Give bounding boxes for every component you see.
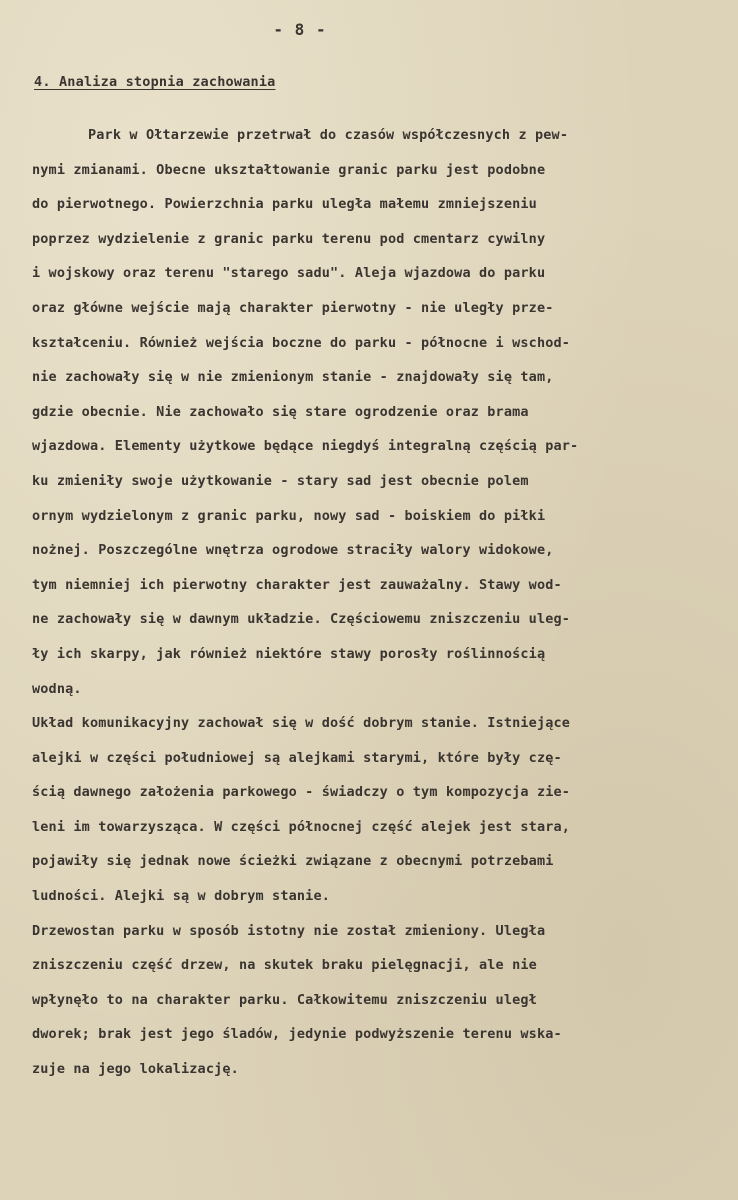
text-line: wodną.	[32, 680, 82, 697]
text-line: oraz główne wejście mają charakter pierwotny - nie uległy prze-	[32, 299, 554, 316]
text-line: wjazdowa. Elementy użytkowe będące niegdyś integralną częścią par-	[32, 438, 579, 455]
text-line: kształceniu. Również wejścia boczne do parku - północne i wschod-	[32, 334, 571, 351]
text-line: leni im towarzysząca. W części północnej część alejek jest stara,	[32, 818, 571, 835]
text-line: nie zachowały się w nie zmienionym stanie - znajdowały się tam,	[32, 369, 554, 386]
text-line: do pierwotnego. Powierzchnia parku uległa małemu zmniejszeniu	[32, 196, 537, 213]
text-line: ne zachowały się w dawnym układzie. Częściowemu zniszczeniu uleg-	[32, 611, 571, 628]
section-heading: 4. Analiza stopnia zachowania	[34, 74, 276, 90]
text-line: ornym wydzielonym z granic parku, nowy sad - boiskiem do piłki	[32, 507, 546, 524]
text-line: poprzez wydzielenie z granic parku terenu pod cmentarz cywilny	[32, 230, 546, 247]
text-line: ścią dawnego założenia parkowego - świadczy o tym kompozycja zie-	[32, 784, 571, 801]
text-line: tym niemniej ich pierwotny charakter jest zauważalny. Stawy wod-	[32, 576, 562, 593]
page-number: - 8 -	[273, 20, 327, 39]
text-line: alejki w części południowej są alejkami starymi, które były czę-	[32, 749, 562, 766]
text-line: Drzewostan parku w sposób istotny nie został zmieniony. Uległa	[32, 922, 546, 939]
text-line: nymi zmianami. Obecne ukształtowanie granic parku jest podobne	[32, 161, 546, 178]
text-line: dworek; brak jest jego śladów, jedynie podwyższenie terenu wska-	[32, 1026, 562, 1043]
text-line: ły ich skarpy, jak również niektóre stawy porosły roślinnością	[32, 645, 546, 662]
text-line: pojawiły się jednak nowe ścieżki związane z obecnymi potrzebami	[32, 853, 554, 870]
text-line: nożnej. Poszczególne wnętrza ogrodowe straciły walory widokowe,	[32, 542, 554, 559]
text-line: wpłynęło to na charakter parku. Całkowitemu zniszczeniu uległ	[32, 991, 537, 1008]
text-line: ludności. Alejki są w dobrym stanie.	[32, 888, 330, 905]
text-line: gdzie obecnie. Nie zachowało się stare ogrodzenie oraz brama	[32, 403, 529, 420]
text-line: zniszczeniu część drzew, na skutek braku pielęgnacji, ale nie	[32, 957, 537, 974]
text-line: Układ komunikacyjny zachował się w dość dobrym stanie. Istniejące	[32, 715, 571, 732]
text-line: Park w Ołtarzewie przetrwał do czasów współczesnych z pew-	[88, 127, 569, 143]
text-line: zuje na jego lokalizację.	[32, 1061, 239, 1078]
text-line: ku zmieniły swoje użytkowanie - stary sad jest obecnie polem	[32, 472, 529, 489]
body-text	[32, 118, 732, 1087]
text-line: i wojskowy oraz terenu "starego sadu". Aleja wjazdowa do parku	[32, 265, 546, 282]
